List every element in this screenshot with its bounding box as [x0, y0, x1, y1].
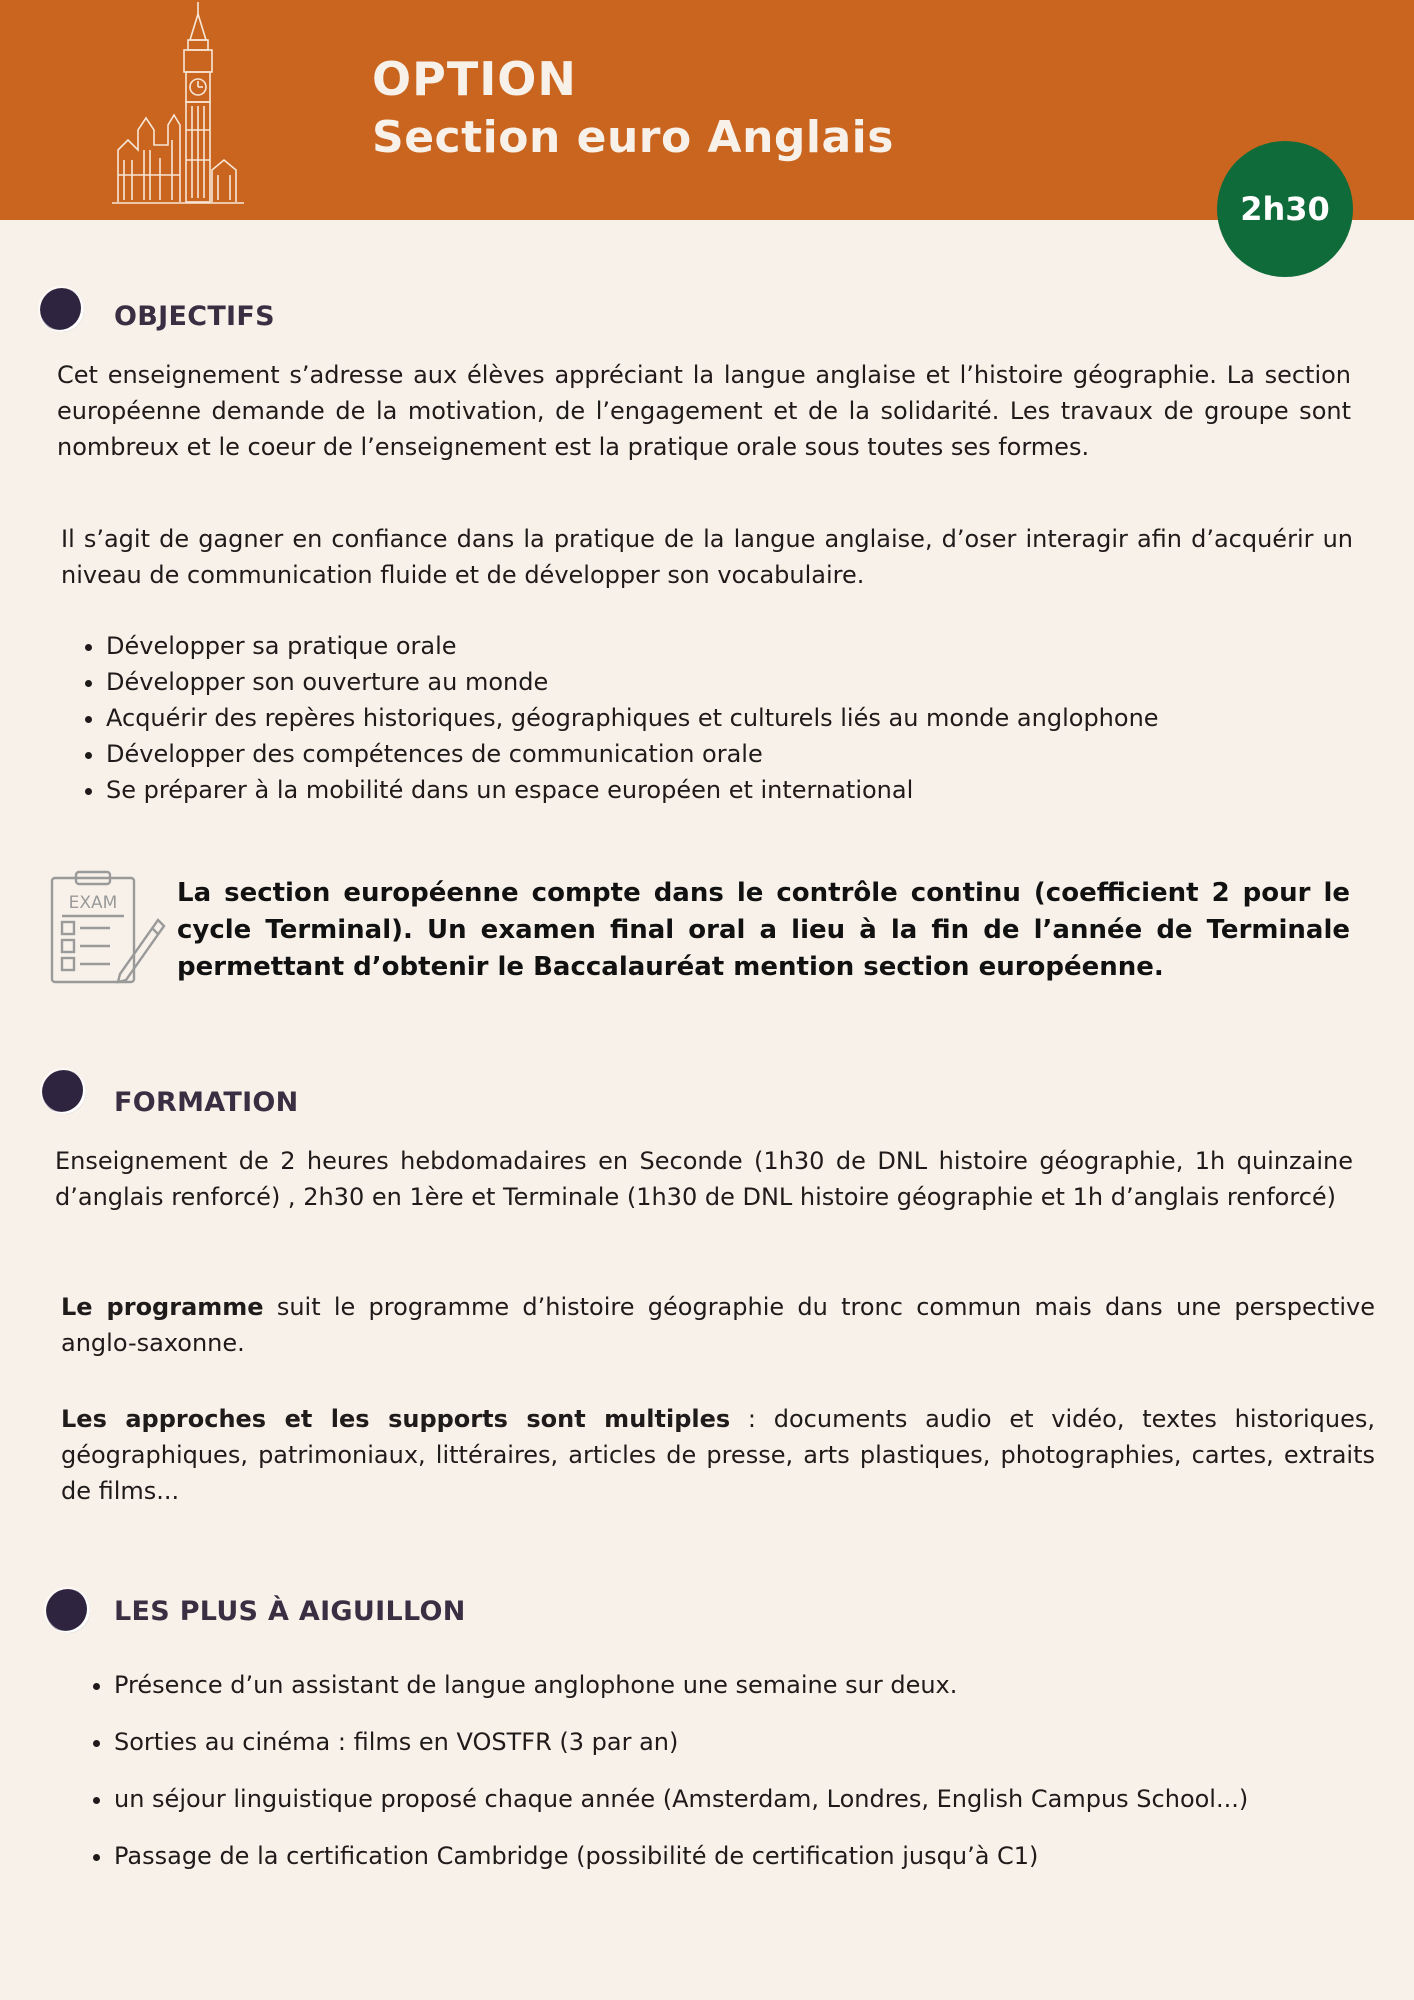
formation-paragraph-1: Enseignement de 2 heures hebdomadaires en Seconde (1h30 de DNL histoire géographie, 1h quinzaine d’anglais renforcé) , 2h30 en 1ère et Terminale (1h30 de DNL histoire géographie et 1h d’anglais renforcé) — [55, 1147, 1353, 1211]
section-bullet-dot — [40, 288, 84, 332]
section-heading-les-plus: LES PLUS À AIGUILLON — [114, 1596, 466, 1627]
svg-text:EXAM: EXAM — [68, 893, 118, 913]
header-banner — [0, 0, 1414, 220]
list-item: • Sorties au cinéma : films en VOSTFR (3 par an) — [114, 1727, 1388, 1757]
section-heading-objectifs: OBJECTIFS — [114, 301, 275, 332]
list-item: • Passage de la certification Cambridge (possibilité de certification jusqu’à C1) — [114, 1841, 1388, 1871]
list-item: • un séjour linguistique proposé chaque année (Amsterdam, Londres, English Campus School...) — [114, 1784, 1388, 1814]
list-item: • Développer sa pratique orale — [106, 628, 1396, 664]
objectifs-paragraph-2: Il s’agit de gagner en confiance dans la pratique de la langue anglaise, d’oser interagir afin d’acquérir un niveau de communication fluide et de développer son vocabulaire. — [61, 525, 1353, 589]
list-item: • Se préparer à la mobilité dans un espace européen et international — [106, 772, 1396, 808]
exam-clipboard-icon — [48, 870, 166, 988]
formation-programme-paragraph — [61, 1289, 1375, 1361]
section-heading-formation: FORMATION — [114, 1087, 299, 1118]
list-item: • Acquérir des repères historiques, géographiques et culturels liés au monde anglophone — [106, 700, 1396, 736]
list-item: • Présence d’un assistant de langue anglophone une semaine sur deux. — [114, 1670, 1388, 1700]
approches-text: : documents audio et vidéo, textes historiques, géographiques, patrimoniaux, littéraires, articles de presse, arts plastiques, photographies, cartes, extraits de films... — [61, 1405, 1375, 1505]
formation-approches-paragraph — [61, 1401, 1375, 1509]
list-item: • Développer son ouverture au monde — [106, 664, 1396, 700]
exam-note-text: La section européenne compte dans le contrôle continu (coefficient 2 pour le cycle Terminal). Un examen final oral a lieu à la fin de l’année de Terminale permettant d’obtenir le Baccalauréat mention section européenne. — [177, 878, 1350, 982]
page-title-line1: OPTION — [372, 52, 577, 106]
big-ben-tower-icon — [108, 0, 248, 210]
section-bullet-dot — [42, 1070, 86, 1114]
duration-badge: 2h30 — [1217, 141, 1353, 277]
section-bullet-dot — [46, 1589, 90, 1633]
plus-bullet-list — [68, 1670, 1388, 1871]
programme-label: Le programme — [61, 1293, 264, 1321]
approches-label: Les approches et les supports sont multiples — [61, 1405, 731, 1433]
page-title-line2: Section euro Anglais — [372, 112, 894, 163]
list-item: • Développer des compétences de communication orale — [106, 736, 1396, 772]
objectifs-paragraph-1: Cet enseignement s’adresse aux élèves appréciant la langue anglaise et l’histoire géographie. La section européenne demande de la motivation, de l’engagement et de la solidarité. Les travaux de groupe sont nombreux et le coeur de l’enseignement est la pratique orale sous toutes ses formes. — [57, 361, 1351, 461]
programme-text: suit le programme d’histoire géographie du tronc commun mais dans une perspective anglo-saxonne. — [61, 1293, 1375, 1357]
objectifs-bullet-list — [60, 628, 1396, 808]
